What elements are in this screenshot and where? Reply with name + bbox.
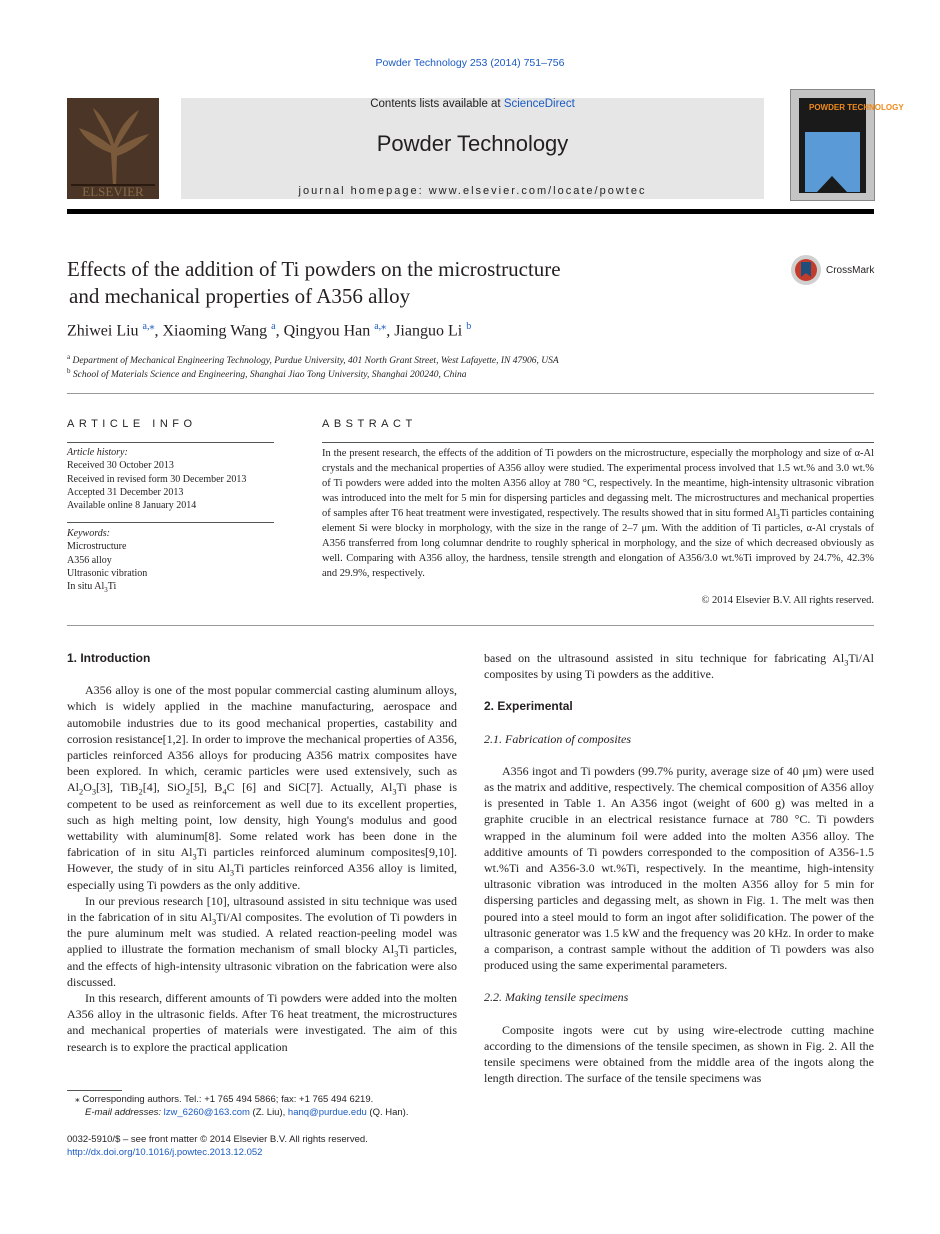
section-heading-introduction: 1. Introduction	[67, 651, 151, 665]
cover-title: POWDER TECHNOLOGY	[809, 103, 904, 112]
paragraph: A356 ingot and Ti powders (99.7% purity, average size of 40 μm) were used as the matrix and additive, respectively. The chemical composition of A356 alloy is presented in Table 1. An A356 ingot (weight of 600 g) was melted in a graphite crucible in an electrical resistance furnace at 780 °C. Ti powders wrapped in the aluminum foil were added into the molten A356 alloy. The additive amounts of Ti powders corresponded to the composition of A356-1.5 wt.%Ti and A356-3.0 wt.%Ti, respectively. In the meantime, high-intensity ultrasonic vibration was introduced in the molten A356 alloy for 5 min for dispersing particles and degassing melt, as shown in Fig. 1. The melt was then poured into a steel mould to form an ingot after solidification. The power of the ultrasonic generator was 1.5 kW and the frequency was 20 kHz. In order to make a comparison, a contrast sample without the addition of Ti powders was also produced using the same experimental parameters.	[484, 763, 874, 973]
right-column	[484, 650, 874, 1086]
author-2: Xiaoming Wang	[162, 322, 268, 340]
crossmark-button[interactable]: CrossMark	[790, 254, 874, 286]
journal-title: Powder Technology	[376, 131, 569, 156]
subsection-heading-fabrication: 2.1. Fabrication of composites	[484, 731, 631, 746]
divider	[67, 522, 274, 523]
email-link-2[interactable]: hanq@purdue.edu	[287, 1107, 367, 1118]
corresponding-footnote: ⁎ Corresponding authors. Tel.: +1 765 494 5866; fax: +1 765 494 6219. E-mail addresses: lzw_6260@163.com (Z. Liu), hanq@purdue.edu (Q. Han).	[75, 1094, 409, 1118]
divider	[67, 442, 274, 443]
paragraph: based on the ultrasound assisted in situ technique for fabricating $Al_3Ti/Al$ composites by using Ti powders as the additive.	[484, 651, 874, 682]
abstract-copyright: © 2014 Elsevier B.V. All rights reserved.	[701, 595, 874, 606]
doi-link[interactable]: http://dx.doi.org/10.1016/j.powtec.2013.12.052	[67, 1147, 263, 1158]
footnote-rule	[67, 1090, 122, 1091]
journal-cover	[790, 89, 904, 201]
paragraph: In this research, different amounts of Ti powders were added into the molten A356 alloy in the ultrasonic fields. After T6 heat treatment, the microstructures and mechanical properties of materials were investigated. The aim of this research is to explore the practical application	[67, 991, 457, 1054]
left-column	[67, 650, 457, 1055]
email-link-1[interactable]: lzw_6260@163.com	[163, 1107, 250, 1118]
affiliation-a: $^a$ Department of Mechanical Engineering Technology, Purdue University, 401 North Grant Street, West Lafayette, IN 47906, USA	[67, 353, 559, 367]
divider	[67, 393, 874, 394]
journal-reference[interactable]: Powder Technology 253 (2014) 751–756	[375, 57, 565, 69]
header-rule	[67, 209, 874, 214]
contents-line: Contents lists available at ScienceDirect	[370, 98, 575, 110]
crossmark-icon	[790, 254, 822, 286]
section-heading-experimental: 2. Experimental	[484, 699, 573, 714]
abstract-text: In the present research, the effects of the addition of Ti powders on the microstructure, especially the morphology and size of α-Al crystals and the mechanical properties of A356 alloy were studied. The experimental process involved that 1.5 wt.% and 3.0 wt.% of Ti powders were added into the molten A356 alloy at 780 °C, respectively. In the meantime, high-intensity ultrasonic vibration was introduced into the melt for 5 min for dispersing particles and degassing melt. The microstructures and mechanical properties of samples after T6 heat treatment were investigated, respectively. The results showed that in situ formed $Al_3Ti$ particles containing element Si were blocky in morphology, with the size in the range of 2–7 μm. With the addition of Ti particles, α-Al crystals of A356 transferred from long columnar dendrite to roughly spherical in morphology, and the size of which decreased obviously as well. Comparing with A356 alloy, the hardness, tensile strength and elongation of A356/3.0 wt.%Ti improved by 24.7%, 42.3% and 29.9%, respectively.	[322, 448, 874, 579]
author-1: Zhiwei Liu	[67, 322, 139, 340]
front-matter: 0032-5910/$ – see front matter © 2014 Elsevier B.V. All rights reserved. http://dx.doi.org/10.1016/j.powtec.2013.12.052	[67, 1133, 567, 1159]
abstract-header: ABSTRACT	[322, 418, 417, 430]
affiliation-b: $^b$ School of Materials Science and Engineering, Shanghai Jiao Tong University, Shanghai 200240, China	[67, 367, 467, 381]
article-info-header: ARTICLE INFO	[67, 418, 197, 430]
divider	[322, 442, 874, 443]
journal-homepage[interactable]: journal homepage: www.elsevier.com/locate/powtec	[298, 185, 647, 197]
article-title: Effects of the addition of Ti powders on the microstructure and mechanical properties of A356 alloy	[67, 257, 561, 308]
keywords: Keywords: Microstructure A356 alloy Ultrasonic vibration In situ $Al_3Ti$	[67, 528, 148, 595]
elsevier-wordmark: ELSEVIER	[82, 184, 144, 199]
paragraph: A356 alloy is one of the most popular commercial casting aluminum alloys, which is widely applied in the machine manufacturing, aerospace and automobile industries due to its good mechanical properties, castability and corrosion resistance[1,2]. In order to improve the mechanical properties of A356, particles reinforced A356 alloys for producing A356 matrix composites have been explored. In which, ceramic particles were used extensively, such as $Al_2O_3[3]$, TiB$_2$[4], SiO$_2$[5], $B_4C$ [6] and SiC[7]. Actually, $Al_3Ti$ phase is competent to be used as reinforcement as well due to its excellent properties, such as high melting point, low density, high Young's modulus and good wettability with aluminum[8]. Some related work has been done in the fabrication of in situ $Al_3Ti$ particles reinforced aluminum composites[9,10]. However, the study of in situ $Al_3Ti$ particles reinforced A356 alloy is limited, especially using Ti powders as the only additive.	[67, 683, 458, 892]
paragraph: Composite ingots were cut by using wire-electrode cutting machine according to the dimensions of the tensile specimen, as shown in Fig. 2. All the tensile specimens were obtained from the middle area of the ingots along the length direction. The surface of the tensile specimens was	[484, 1022, 874, 1086]
sciencedirect-link[interactable]: ScienceDirect	[503, 98, 575, 110]
subsection-heading-tensile: 2.2. Making tensile specimens	[484, 990, 629, 1005]
elsevier-logo	[67, 98, 159, 199]
divider	[67, 625, 874, 626]
paragraph: In our previous research [10], ultrasound assisted in situ technique was used in the fabrication of in situ $Al_3Ti/Al$ composites. The evolution of Ti powders in the pure aluminum melt was studied. A related reaction-peeling model was applied to illustrate the formation mechanism of small blocky $Al_3Ti$ particles, and the effects of high-intensity ultrasonic vibration on the fabrication were also discussed.	[67, 893, 458, 989]
article-history: Article history: Received 30 October 2013 Received in revised form 30 December 2013 Accepted 31 December 2013 Available online 8 January 2014	[67, 447, 247, 512]
author-3: Qingyou Han	[283, 322, 371, 340]
author-4: Jianguo Li	[394, 322, 463, 340]
author-list: Zhiwei Liu $^{a,⁎}$, Xiaoming Wang $^a$, Qingyou Han $^{a,⁎}$, Jianguo Li $^b$	[67, 321, 472, 340]
